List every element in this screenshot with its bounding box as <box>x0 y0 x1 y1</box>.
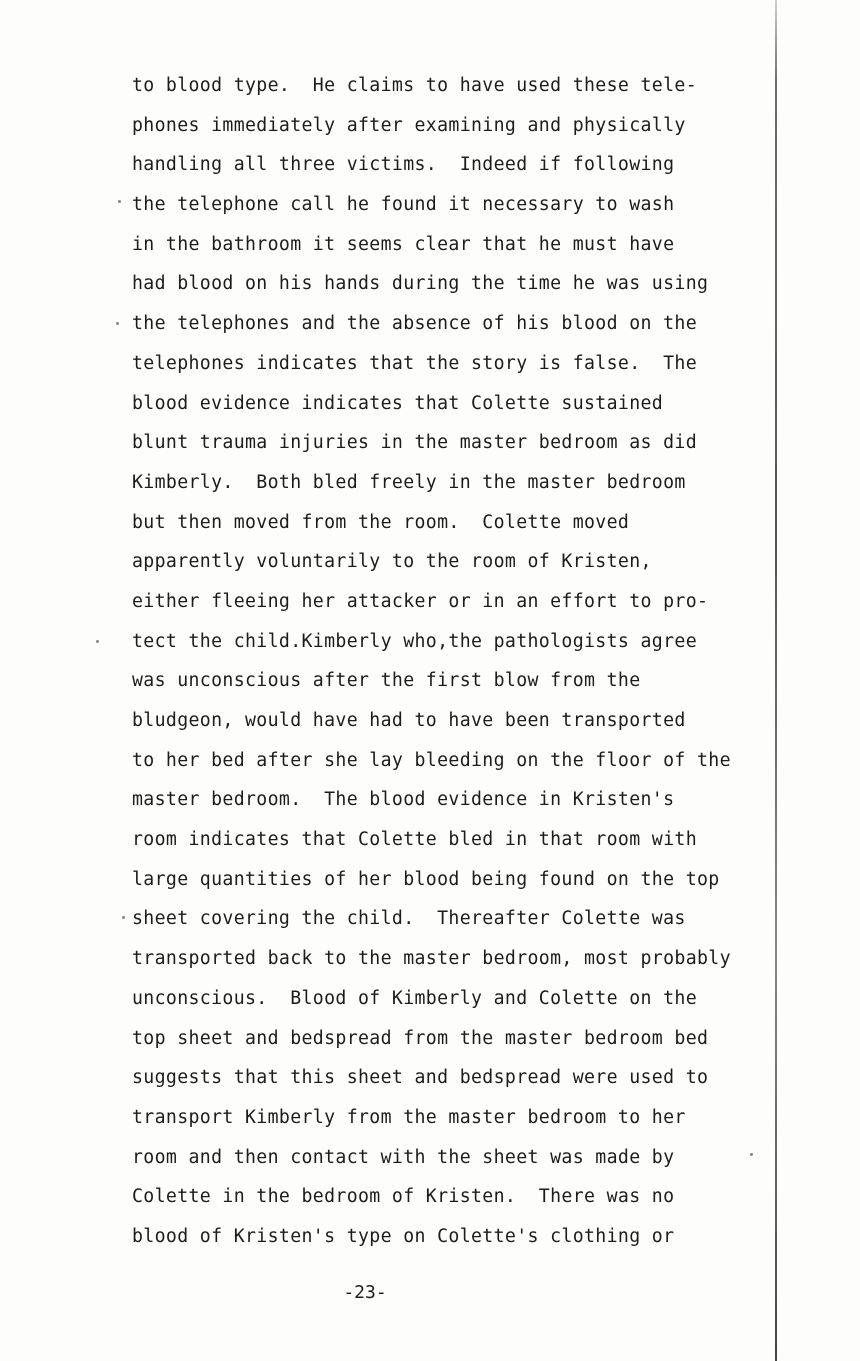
text-line-19: master bedroom. The blood evidence in Kristen's <box>132 789 675 811</box>
page-number: -23- <box>343 1282 387 1303</box>
text-line-3: handling all three victims. Indeed if following <box>132 154 675 176</box>
body-text <box>132 66 782 1257</box>
text-line-8: telephones indicates that the story is false. The <box>132 352 697 374</box>
text-line-9: blood evidence indicates that Colette sustained <box>132 392 664 414</box>
text-line-22: sheet covering the child. Thereafter Colette was <box>132 908 686 930</box>
margin-speck <box>96 640 99 643</box>
text-line-2: phones immediately after examining and physically <box>132 114 686 136</box>
text-line-27: transport Kimberly from the master bedroom to her <box>132 1106 686 1128</box>
margin-speck <box>118 200 121 203</box>
text-line-26: suggests that this sheet and bedspread were used to <box>132 1067 709 1089</box>
text-line-20: room indicates that Colette bled in that room with <box>132 829 697 851</box>
text-line-10: blunt trauma injuries in the master bedroom as did <box>132 432 697 454</box>
margin-speck <box>122 916 125 919</box>
margin-speck <box>116 322 119 325</box>
text-line-13: apparently voluntarily to the room of Kristen, <box>132 551 652 573</box>
text-line-25: top sheet and bedspread from the master bedroom bed <box>132 1027 709 1049</box>
text-line-12: but then moved from the room. Colette moved <box>132 511 630 533</box>
text-line-6: had blood on his hands during the time he was using <box>132 273 709 295</box>
text-line-5: in the bathroom it seems clear that he must have <box>132 233 675 255</box>
text-line-1: to blood type. He claims to have used these tele- <box>132 75 697 96</box>
text-line-4: the telephone call he found it necessary to wash <box>132 194 675 216</box>
text-line-16: was unconscious after the first blow from the <box>132 670 641 692</box>
text-line-21: large quantities of her blood being found on the top <box>132 868 720 890</box>
text-line-29: Colette in the bedroom of Kristen. There was no <box>132 1186 675 1208</box>
text-line-11: Kimberly. Both bled freely in the master bedroom <box>132 471 686 493</box>
text-line-23: transported back to the master bedroom, most probably <box>132 948 731 970</box>
text-line-7: the telephones and the absence of his blood on the <box>132 313 697 335</box>
text-line-24: unconscious. Blood of Kimberly and Colette on the <box>132 987 697 1009</box>
text-line-30: blood of Kristen's type on Colette's clothing or <box>132 1225 675 1247</box>
text-line-17: bludgeon, would have had to have been transported <box>132 710 686 731</box>
margin-speck <box>750 1153 753 1156</box>
text-line-15: tect the child.Kimberly who,the pathologists agree <box>132 630 697 652</box>
text-line-28: room and then contact with the sheet was made by <box>132 1146 675 1168</box>
text-line-18: to her bed after she lay bleeding on the floor of the <box>132 749 731 771</box>
text-line-14: either fleeing her attacker or in an effort to pro- <box>132 590 709 612</box>
